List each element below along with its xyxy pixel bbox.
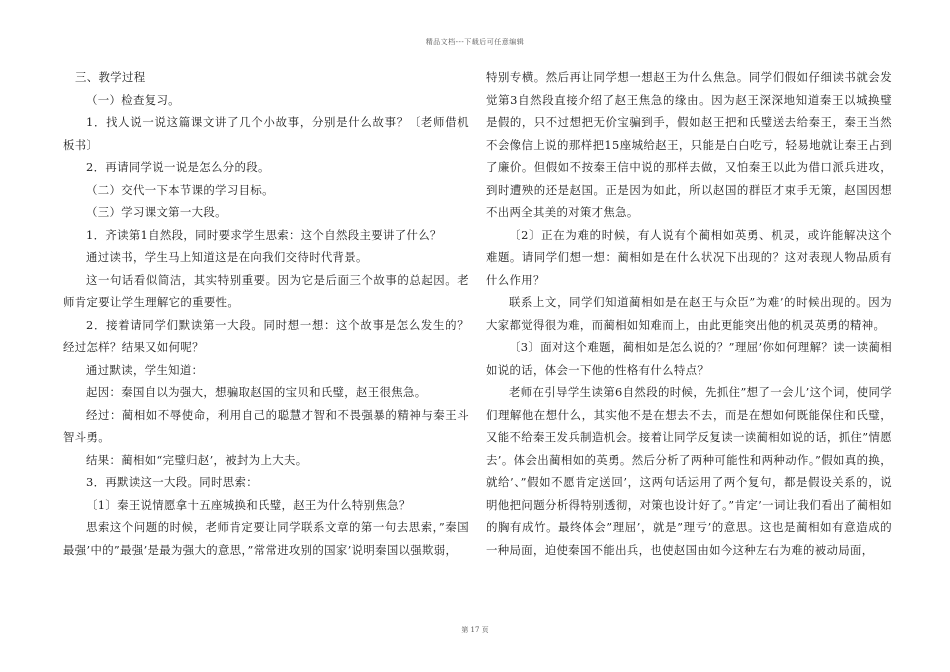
paragraph: 〔2〕正在为难的时候，有人说有个蔺相如英勇、机灵，或许能解决这个难题。请同学们想一想：蔺相如是在什么状况下出现的？这对表现人物品质有什么作用？: [486, 227, 892, 287]
paragraph: 通过默读，学生知道：: [86, 362, 204, 377]
right-column: [486, 66, 892, 561]
paragraph: 3．再默读这一大段。同时思索：: [86, 475, 258, 489]
paragraph: 2．再请同学说一说是怎么分的段。: [86, 160, 270, 174]
paragraph: 三、教学过程: [75, 70, 146, 84]
paragraph: （一）检查复习。: [86, 92, 180, 107]
paragraph: 2．接着请同学们默读第一大段。同时想一想：这个故事是怎么发生的？经过怎样？结果又如何呢？: [63, 317, 469, 354]
paragraph: 〔1〕秦王说情愿拿十五座城换和氏璧，赵王为什么特别焦急？: [86, 497, 411, 512]
paragraph: 起因：秦国自以为强大，想骗取赵国的宝贝和氏璧，赵王很焦急。: [86, 385, 427, 399]
paragraph: 经过：蔺相如不辱使命，利用自己的聪慧才智和不畏强暴的精神与秦王斗智斗勇。: [63, 407, 469, 444]
page-footer: 第 17 页: [461, 626, 489, 634]
page-header: 精品文档---下载后可任意编辑: [425, 38, 525, 46]
paragraph: （三）学习课文第一大段。: [86, 205, 227, 219]
paragraph: 思索这个问题的时候，老师肯定要让同学联系文章的第一句去思索，”秦国最强’中的”最强’是最为强大的意思，”常常进攻别的国家’说明秦国以强欺弱，: [63, 520, 469, 557]
paragraph: 老师在引导学生读第6自然段的时候，先抓住”想了一会儿’这个词，使同学们理解他在想什么，其实他不是在想去不去，而是在想如何既能保住和氏璧，又能不给秦王发兵制造机会。接着让同学反复读一读蔺相如说的话，抓住”情愿去’。体会出蔺相如的英勇。然后分析了两种可能性和两种动作。”假如真的换，就给’、”假如不愿肯定送回’，这两句话运用了两个复句，都是假设关系的，说明他把问题分析得特别透彻，对策也设计好了。”肯定’一词让我们看出了蔺相如的胸有成竹。最终体会”理屈’，就是”理亏’的意思。这也是蔺相如有意造成的一种局面，迫使秦国不能出兵，也使赵国由如今这种左右为难的被动局面，: [486, 385, 892, 557]
left-column: [63, 66, 469, 561]
paragraph: 通过读书，学生马上知道这是在向我们交待时代背景。: [86, 250, 368, 264]
paragraph: 联系上文，同学们知道蔺相如是在赵王与众臣”为难’的时候出现的。因为大家都觉得很为难，而蔺相如知难而上，由此更能突出他的机灵英勇的精神。: [486, 295, 892, 332]
paragraph: 结果：蔺相如“完璧归赵’，被封为上大夫。: [86, 452, 308, 467]
paragraph: 1．齐读第1自然段，同时要求学生思索：这个自然段主要讲了什么？: [86, 227, 442, 242]
paragraph: 特别专横。然后再让同学想一想赵王为什么焦急。同学们假如仔细读书就会发觉第3自然段直接介绍了赵王焦急的缘由。因为赵王深深地知道秦王以城换璧是假的，只不过想把无价宝骗到手，假如赵王把和氏璧送去给秦王，秦王当然不会像信上说的那样把15座城给赵王，只能是白白吃亏，轻易地就让秦王占到了廉价。但假如不按秦王信中说的那样去做，又怕秦王以此为借口派兵进攻，到时遭殃的还是赵国。正是因为如此，所以赵国的群臣才束手无策，赵国因想不出两全其美的对策才焦急。: [486, 70, 892, 219]
paragraph: 这一句话看似简洁，其实特别重要。因为它是后面三个故事的总起因。老师肯定要让学生理解它的重要性。: [63, 272, 469, 309]
paragraph: 1．找人说一说这篇课文讲了几个小故事，分别是什么故事？〔老师借机板书〕: [63, 115, 469, 152]
paragraph: 〔3〕面对这个难题，蔺相如是怎么说的？”理屈’你如何理解？读一读蔺相如说的话，体会一下他的性格有什么特点？: [486, 340, 892, 377]
paragraph: （二）交代一下本节课的学习目标。: [86, 182, 274, 197]
